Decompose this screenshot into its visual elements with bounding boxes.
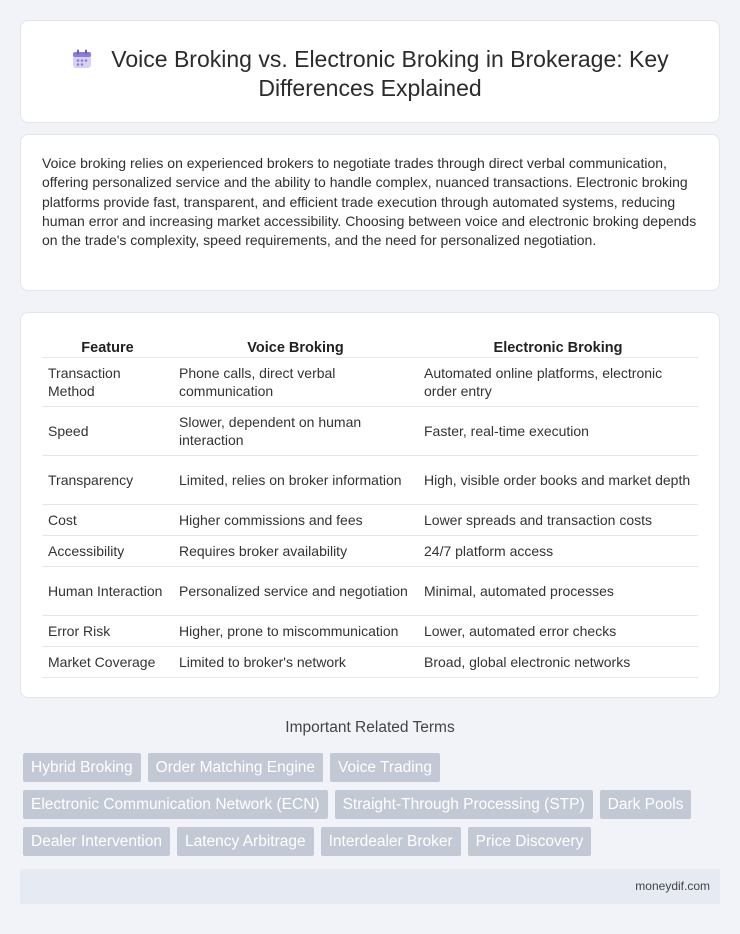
- tag-latency-arbitrage[interactable]: Latency Arbitrage: [177, 827, 314, 856]
- electronic-cell: Minimal, automated processes: [418, 566, 698, 615]
- tag-dealer-intervention[interactable]: Dealer Intervention: [23, 827, 170, 856]
- page-title: Voice Broking vs. Electronic Broking in Brokerage: Key Differences Explained: [111, 46, 669, 101]
- electronic-cell: Lower, automated error checks: [418, 615, 698, 646]
- voice-cell: Limited, relies on broker information: [173, 455, 418, 504]
- table-row: [42, 646, 698, 677]
- related-terms-list: [23, 753, 723, 864]
- comparison-table-card: [20, 312, 720, 698]
- voice-cell: Personalized service and negotiation: [173, 566, 418, 615]
- comparison-table: [42, 334, 698, 678]
- page-title-wrap: [61, 45, 679, 103]
- voice-cell: Higher, prone to miscommunication: [173, 615, 418, 646]
- electronic-cell: Broad, global electronic networks: [418, 646, 698, 677]
- table-row: [42, 455, 698, 504]
- tag-row: [23, 753, 723, 782]
- header-voice-broking: Voice Broking: [173, 334, 418, 357]
- tag-order-matching-engine[interactable]: Order Matching Engine: [148, 753, 323, 782]
- feature-cell: Market Coverage: [42, 646, 173, 677]
- feature-cell: Accessibility: [42, 535, 173, 566]
- electronic-cell: Faster, real-time execution: [418, 406, 698, 455]
- tag-stp[interactable]: Straight-Through Processing (STP): [335, 790, 593, 819]
- voice-cell: Higher commissions and fees: [173, 504, 418, 535]
- feature-cell: Error Risk: [42, 615, 173, 646]
- electronic-cell: Lower spreads and transaction costs: [418, 504, 698, 535]
- table-row: [42, 406, 698, 455]
- feature-cell: Transaction Method: [42, 357, 173, 406]
- electronic-cell: High, visible order books and market depth: [418, 455, 698, 504]
- footer-bar: [20, 869, 720, 904]
- voice-cell: Slower, dependent on human interaction: [173, 406, 418, 455]
- table-row: [42, 615, 698, 646]
- voice-cell: Requires broker availability: [173, 535, 418, 566]
- tag-interdealer-broker[interactable]: Interdealer Broker: [321, 827, 461, 856]
- tag-row: [23, 790, 723, 819]
- electronic-cell: 24/7 platform access: [418, 535, 698, 566]
- table-row: [42, 504, 698, 535]
- feature-cell: Speed: [42, 406, 173, 455]
- feature-cell: Cost: [42, 504, 173, 535]
- table-row: [42, 357, 698, 406]
- table-header-row: [42, 334, 698, 357]
- footer-site-name[interactable]: moneydif.com: [635, 879, 710, 893]
- tag-hybrid-broking[interactable]: Hybrid Broking: [23, 753, 141, 782]
- tag-price-discovery[interactable]: Price Discovery: [468, 827, 592, 856]
- tag-voice-trading[interactable]: Voice Trading: [330, 753, 440, 782]
- summary-card: [20, 134, 720, 291]
- voice-cell: Phone calls, direct verbal communication: [173, 357, 418, 406]
- summary-text: Voice broking relies on experienced brokers to negotiate trades through direct verbal communication, offering personalized service and the ability to handle complex, nuanced transactions. Electronic broking platforms provide fast, transparent, and efficient trade execution through automated systems, reducing human error and increasing market accessibility. Choosing between voice and electronic broking depends on the trade's complexity, speed requirements, and the need for personalized negotiation.: [42, 155, 697, 249]
- feature-cell: Transparency: [42, 455, 173, 504]
- calendar-icon: [71, 48, 93, 70]
- tag-dark-pools[interactable]: Dark Pools: [600, 790, 692, 819]
- table-row: [42, 566, 698, 615]
- related-terms-heading: Important Related Terms: [285, 719, 455, 736]
- title-card: [20, 20, 720, 123]
- table-row: [42, 535, 698, 566]
- electronic-cell: Automated online platforms, electronic order entry: [418, 357, 698, 406]
- header-electronic-broking: Electronic Broking: [418, 334, 698, 357]
- tag-row: [23, 827, 723, 856]
- header-feature: Feature: [42, 334, 173, 357]
- voice-cell: Limited to broker's network: [173, 646, 418, 677]
- feature-cell: Human Interaction: [42, 566, 173, 615]
- tag-ecn[interactable]: Electronic Communication Network (ECN): [23, 790, 328, 819]
